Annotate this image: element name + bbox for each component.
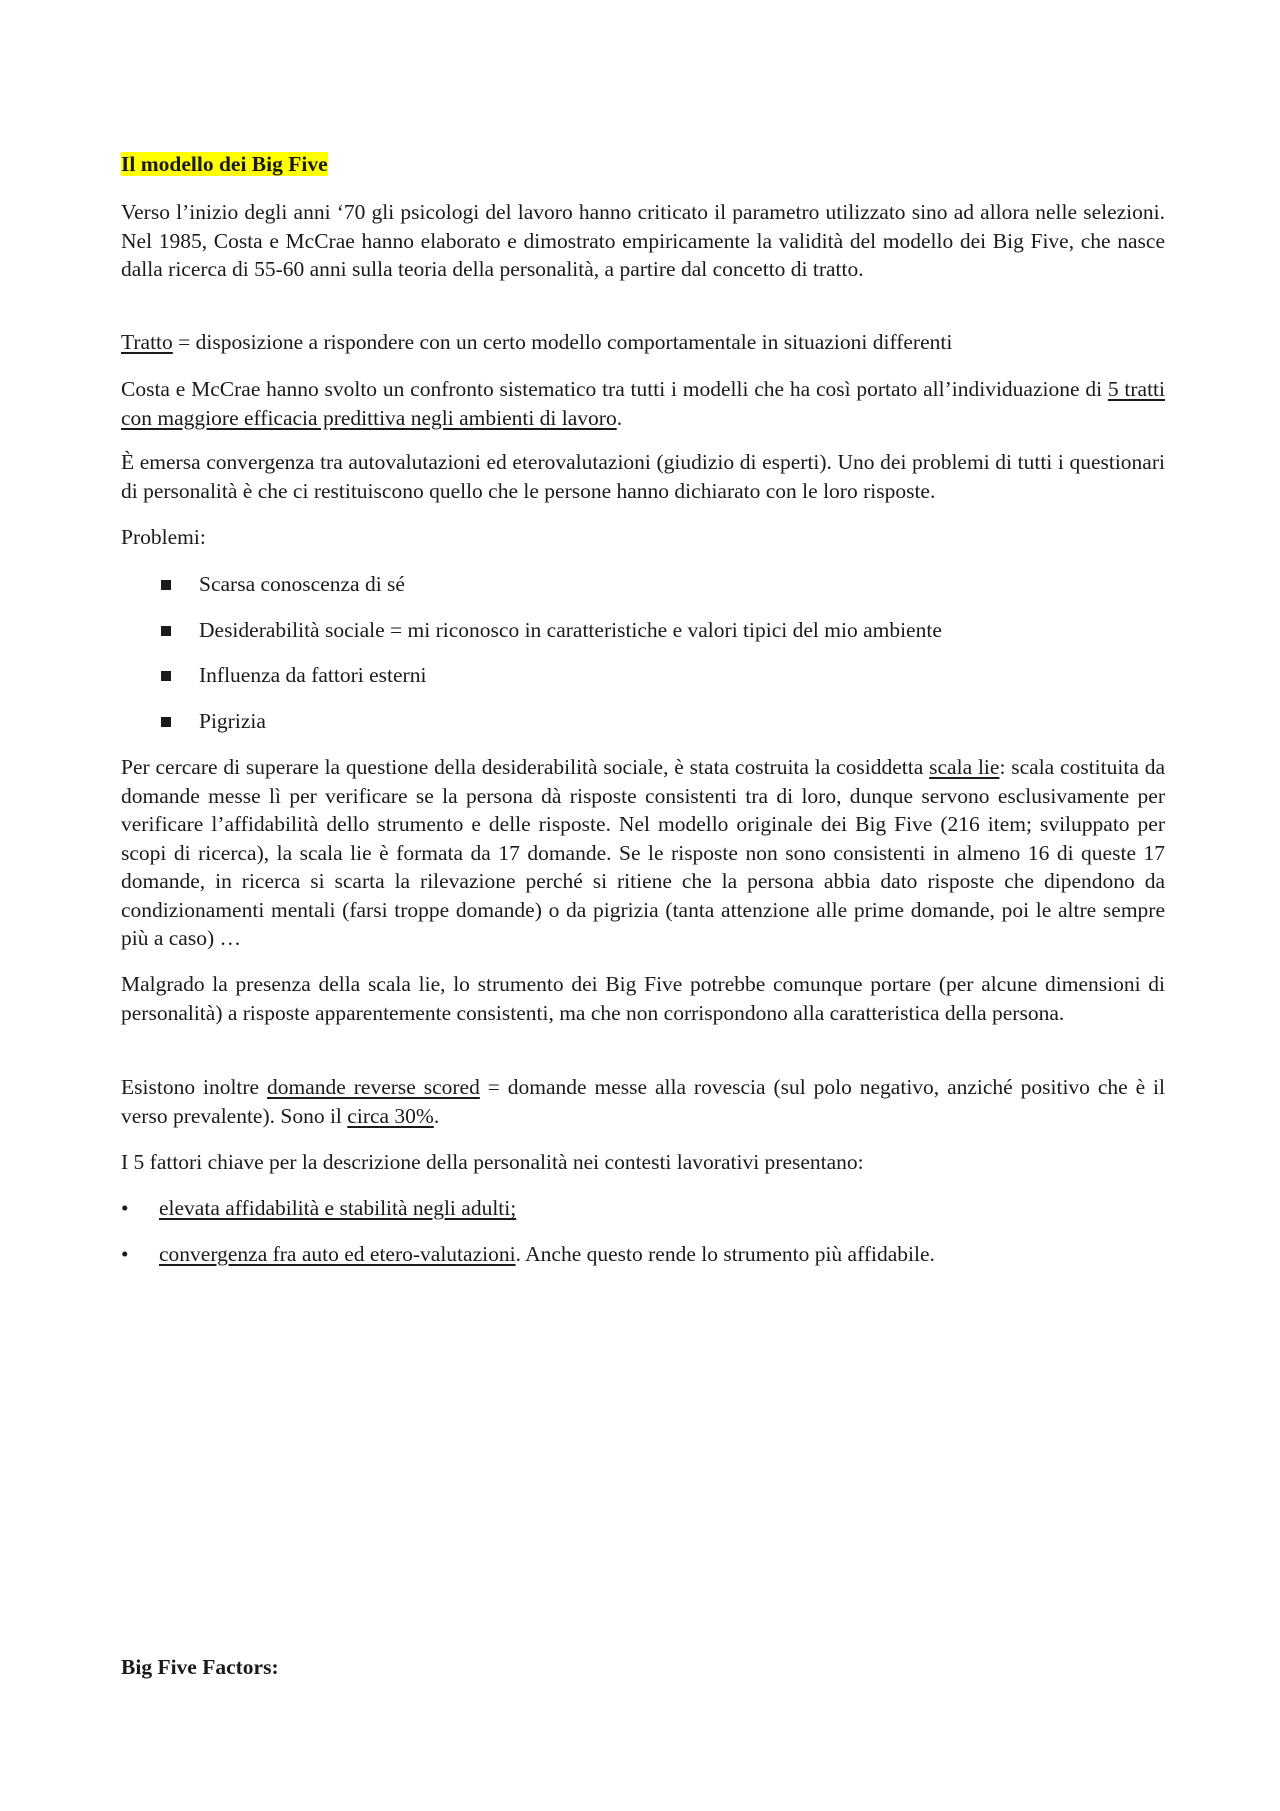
square-bullet-icon [161, 626, 171, 636]
list-item-text: Influenza da fattori esterni [199, 663, 427, 687]
square-bullet-icon [161, 717, 171, 727]
paragraph-scala-lie [121, 753, 1165, 953]
problems-label: Problemi: [121, 525, 206, 549]
list-item-text: Pigrizia [199, 709, 266, 733]
list-item-text: Desiderabilità sociale = mi riconosco in caratteristiche e valori tipici del mio ambiente [199, 618, 942, 642]
reverse-text: = domande messe alla rovescia (sul polo negativo, anziché positivo che è il verso prevalente). Sono il [121, 1075, 1165, 1128]
scala-lie-term: scala lie [929, 755, 1000, 779]
list-item [121, 616, 1165, 645]
reverse-scored-term: domande reverse scored [267, 1075, 480, 1099]
paragraph-intro: Verso l’inizio degli anni ‘70 gli psicologi del lavoro hanno criticato il parametro utilizzato sino ad allora nelle selezioni. Nel 1985, Costa e McCrae hanno elaborato e dimostrato empiricamente la validità del modello dei Big Five, che nasce dalla ricerca di 55-60 anni sulla teoria della personalità, a partire dal concetto di tratto. [121, 200, 1165, 281]
five-traits-underlined: 5 tratti con maggiore efficacia predittiva negli ambienti di lavoro [121, 377, 1165, 430]
scala-lie-intro: Per cercare di superare la questione della desiderabilità sociale, è stata costruita la cosiddetta [121, 755, 930, 779]
trait-definition-text: = disposizione a rispondere con un certo modello comportamentale in situazioni differenti [172, 330, 953, 354]
paragraph-malgrado: Malgrado la presenza della scala lie, lo strumento dei Big Five potrebbe comunque portare (per alcune dimensioni di personalità) a risposte apparentemente consistenti, ma che non corrispondono alla caratteristica della persona. [121, 972, 1165, 1025]
paragraph-convergence: È emersa convergenza tra autovalutazioni ed eterovalutazioni (giudizio di esperti). Uno dei problemi di tutti i questionari di personalità è che ci restituiscono quello che le persone hanno dichiarato con le loro risposte. [121, 450, 1165, 503]
paragraph-reverse-scored [121, 1073, 1165, 1130]
key-point-underlined: elevata affidabilità e stabilità negli adulti; [159, 1196, 517, 1220]
list-item [121, 1240, 1165, 1269]
list-item-text [159, 1240, 935, 1269]
list-item [121, 570, 1165, 599]
paragraph-key-factors: I 5 fattori chiave per la descrizione della personalità nei contesti lavorativi presentano: [121, 1150, 864, 1174]
reverse-intro: Esistono inoltre [121, 1075, 268, 1099]
bullet-icon: • [121, 1242, 129, 1266]
key-point-rest: . Anche questo rende lo strumento più affidabile. [515, 1242, 935, 1266]
document-title-line [121, 150, 1165, 179]
paragraph-costa-mccrae [121, 375, 1165, 432]
list-item-text [159, 1194, 516, 1223]
scala-lie-text: : scala costituita da domande messe lì per verificare se la persona dà risposte consistenti tra di loro, dunque servono esclusivamente per verificare l’affidabilità dello strumento e delle risposte. Nel modello originale dei Big Five (216 item; sviluppato per scopi di ricerca), la scala lie è formata da 17 domande. Se le risposte non sono consistenti in almeno 16 di queste 17 domande, in ricerca si scarta la rilevazione perché si ritiene che la persona abbia dato risposte che dipendono da condizionamenti mentali (farsi troppe domande) o da pigrizia (tanta attenzione alle prime domande, poi le altre sempre più a caso) … [121, 755, 1165, 950]
list-item [121, 1194, 1165, 1223]
key-point-underlined: convergenza fra auto ed etero-valutazioni [159, 1242, 516, 1266]
list-item-text: Scarsa conoscenza di sé [199, 572, 405, 596]
costa-text: Costa e McCrae hanno svolto un confronto sistematico tra tutti i modelli che ha così portato all’individuazione di [121, 377, 1108, 401]
square-bullet-icon [161, 671, 171, 681]
document-title: Il modello dei Big Five [121, 152, 328, 176]
section-heading: Big Five Factors: [121, 1655, 279, 1679]
bullet-icon: • [121, 1196, 129, 1220]
list-item [121, 661, 1165, 690]
costa-text-end: . [616, 405, 623, 430]
list-item [121, 707, 1165, 736]
percentage-term: circa 30% [347, 1103, 434, 1128]
reverse-end: . [433, 1103, 440, 1128]
square-bullet-icon [161, 580, 171, 590]
paragraph-trait-definition [121, 328, 1165, 357]
term-tratto: Tratto [121, 330, 173, 354]
